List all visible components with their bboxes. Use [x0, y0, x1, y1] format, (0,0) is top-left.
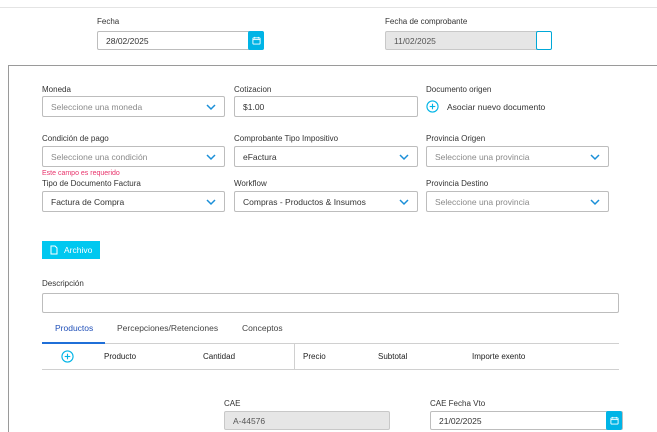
- fecha-input[interactable]: 28/02/2025: [97, 31, 264, 50]
- calendar-icon: [252, 36, 261, 45]
- workflow-select[interactable]: [234, 191, 418, 212]
- chevron-down-icon: [206, 152, 216, 162]
- add-circle-icon: [426, 100, 439, 113]
- cae-fecha-vto-calendar-button[interactable]: [606, 411, 622, 430]
- chevron-down-icon: [590, 197, 600, 207]
- tipo-impositivo-select[interactable]: [234, 146, 418, 167]
- cae-fecha-vto-input[interactable]: 21/02/2025: [430, 411, 623, 430]
- moneda-placeholder: Seleccione una moneda: [51, 101, 143, 112]
- provincia-origen-placeholder: Seleccione una provincia: [435, 151, 530, 162]
- cae-label: CAE: [224, 399, 241, 408]
- documento-origen-label: Documento origen: [426, 85, 492, 94]
- top-divider: [0, 7, 657, 8]
- fecha-label: Fecha: [97, 17, 120, 26]
- file-icon: [50, 245, 58, 255]
- fecha-comprobante-input: 11/02/2025: [385, 31, 551, 50]
- calendar-icon: [610, 416, 619, 425]
- fecha-comprobante-calendar-button[interactable]: [536, 31, 552, 50]
- cae-input: A-44576: [224, 411, 390, 430]
- archivo-button[interactable]: [42, 241, 100, 259]
- condicion-pago-error: Este campo es requerido: [42, 170, 120, 177]
- cotizacion-label: Cotizacion: [234, 85, 272, 94]
- add-product-button[interactable]: [61, 350, 74, 368]
- moneda-select[interactable]: [42, 96, 225, 117]
- provincia-destino-placeholder: Seleccione una provincia: [435, 196, 530, 207]
- fecha-comprobante-label: Fecha de comprobante: [385, 17, 468, 26]
- chevron-down-icon: [206, 102, 216, 112]
- chevron-down-icon: [590, 152, 600, 162]
- column-header-producto: Producto: [104, 352, 137, 361]
- tabs-divider: [105, 343, 619, 344]
- chevron-down-icon: [399, 197, 409, 207]
- tipo-documento-select[interactable]: [42, 191, 225, 212]
- tipo-documento-value: Factura de Compra: [51, 196, 125, 207]
- column-divider: [294, 344, 295, 369]
- table-header-divider: [42, 369, 619, 370]
- workflow-value: Compras - Productos & Insumos: [243, 196, 366, 207]
- asociar-documento-link[interactable]: [426, 100, 545, 113]
- tipo-impositivo-label: Comprobante Tipo Impositivo: [234, 134, 339, 143]
- descripcion-label: Descripción: [42, 279, 84, 288]
- column-header-cantidad: Cantidad: [203, 352, 236, 361]
- tipo-documento-label: Tipo de Documento Factura: [42, 179, 141, 188]
- provincia-destino-select[interactable]: [426, 191, 609, 212]
- moneda-label: Moneda: [42, 85, 71, 94]
- provincia-origen-label: Provincia Origen: [426, 134, 486, 143]
- chevron-down-icon: [399, 152, 409, 162]
- tab-productos[interactable]: Productos: [55, 323, 94, 333]
- asociar-documento-text: Asociar nuevo documento: [447, 101, 546, 112]
- tab-percepciones[interactable]: Percepciones/Retenciones: [117, 323, 219, 333]
- tab-conceptos[interactable]: Conceptos: [242, 323, 283, 333]
- chevron-down-icon: [206, 197, 216, 207]
- descripcion-input[interactable]: [42, 293, 619, 313]
- archivo-button-label: Archivo: [64, 245, 93, 255]
- provincia-destino-label: Provincia Destino: [426, 179, 489, 188]
- cotizacion-input[interactable]: $1.00: [234, 96, 418, 117]
- provincia-origen-select[interactable]: [426, 146, 609, 167]
- condicion-pago-label: Condición de pago: [42, 134, 109, 143]
- column-header-importe-exento: Importe exento: [472, 352, 526, 361]
- form-panel: [8, 65, 657, 432]
- column-header-precio: Precio: [303, 352, 326, 361]
- tab-active-indicator: [42, 342, 105, 344]
- tipo-impositivo-value: eFactura: [243, 151, 277, 162]
- condicion-pago-select[interactable]: [42, 146, 225, 167]
- condicion-pago-placeholder: Seleccione una condición: [51, 151, 148, 162]
- column-header-subtotal: Subtotal: [378, 352, 408, 361]
- cae-fecha-vto-label: CAE Fecha Vto: [430, 399, 486, 408]
- add-circle-icon: [61, 350, 74, 363]
- fecha-calendar-button[interactable]: [248, 31, 264, 50]
- workflow-label: Workflow: [234, 179, 267, 188]
